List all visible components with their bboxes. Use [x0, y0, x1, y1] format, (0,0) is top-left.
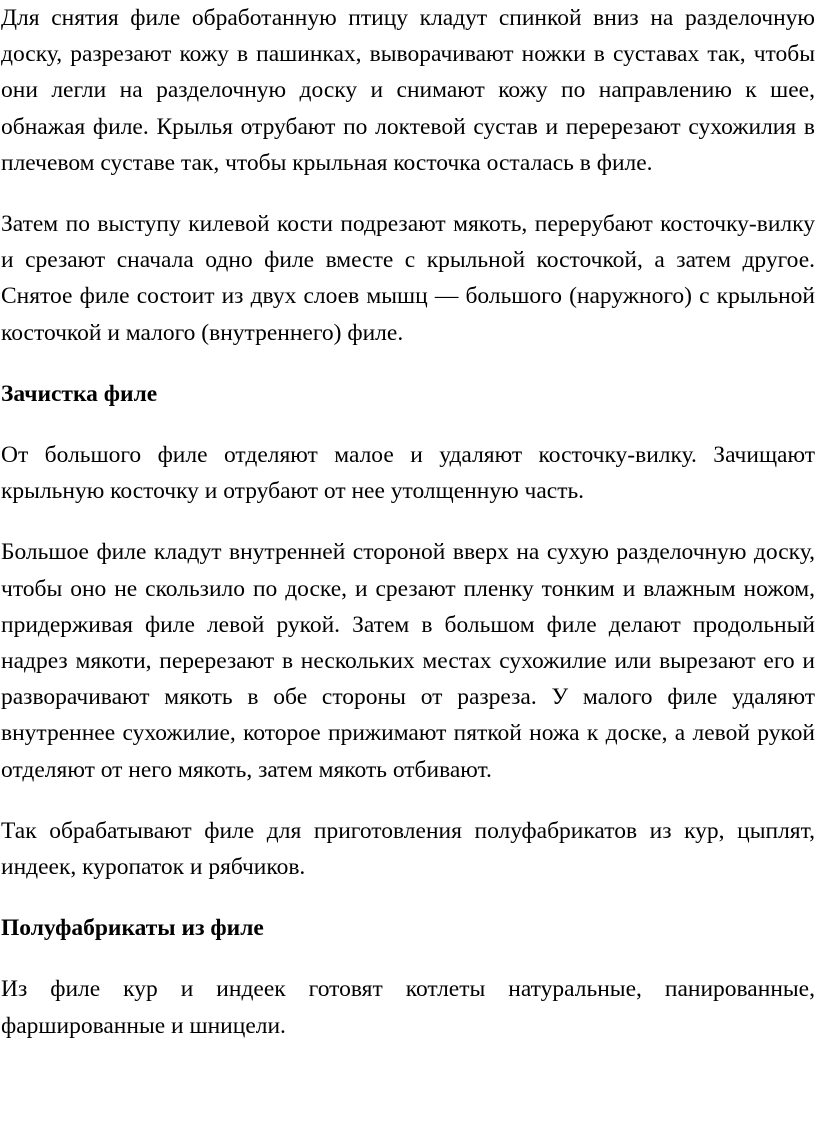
paragraph-keel-cutting: Затем по выступу килевой кости подрезают мякоть, перерубают косточку-вилку и срезают сначала одно филе вместе с крыльной косточкой, а затем другое. Снятое филе состоит из двух слоев мышц — большого (наружного) с крыльной косточкой и малого (внутреннего) филе.: [1, 211, 815, 346]
paragraph-cutlet-types: Из филе кур и индеек готовят котлеты натуральные, панированные, фаршированные и шницели.: [1, 976, 815, 1039]
section-heading-fillet-cleaning: Зачистка филе: [1, 380, 158, 407]
section-heading-semi-finished: Полуфабрикаты из филе: [1, 915, 264, 942]
paragraph-spacer: [1, 181, 815, 206]
paragraph-spacer: [1, 351, 815, 376]
paragraph-spacer: [1, 412, 815, 437]
paragraph-processing-usage: Так обрабатывают филе для приготовления полуфабрикатов из кур, цыплят, индеек, куропаток и рябчиков.: [1, 817, 815, 881]
paragraph-separate-fillet: От большого филе отделяют малое и удаляют косточку-вилку. Зачищают крыльную косточку и отрубают от нее утолщенную часть.: [1, 442, 815, 505]
paragraph-spacer: [1, 788, 815, 813]
paragraph-spacer: [1, 509, 815, 534]
paragraph-fillet-removal: Для снятия филе обработанную птицу кладут спинкой вниз на разделочную доску, разрезают кожу в пашинках, выворачивают ножки в суставах так, чтобы они легли на разделочную доску и снимают кожу по направлению к шее, обнажая филе. Крылья отрубают по локтевой сустав и перерезают сухожилия в плечевом суставе так, чтобы крыльная косточка осталась в филе.: [1, 5, 815, 176]
paragraph-spacer: [1, 946, 815, 971]
paragraph-spacer: [1, 885, 815, 910]
paragraph-large-fillet: Большое филе кладут внутренней стороной вверх на сухую разделочную доску, чтобы оно не скользило по доске, и срезают пленку тонким и влажным ножом, придерживая филе левой рукой. Затем в большом филе делают продольный надрез мякоти, перерезают в нескольких местах сухожилие или вырезают его и разворачивают мякоть в обе стороны от разреза. У малого филе удаляют внутреннее сухожилие, которое прижимают пяткой ножа к доске, а левой рукой отделяют от него мякоть, затем мякоть отбивают.: [1, 539, 815, 783]
